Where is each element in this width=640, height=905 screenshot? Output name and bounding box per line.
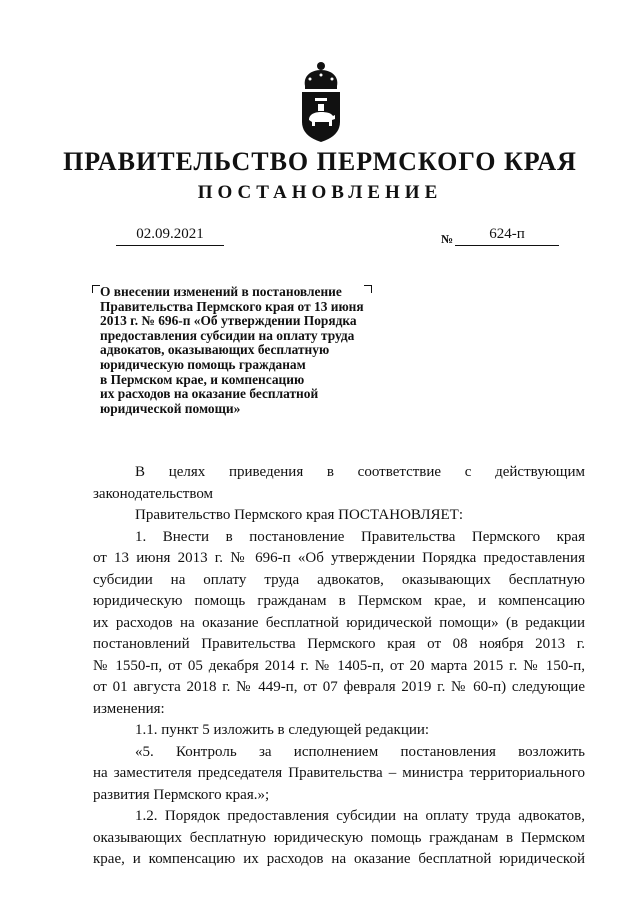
body-line: субсидии на оплату труда адвокатов, оказывающих бесплатную bbox=[93, 571, 585, 588]
body-line: юридическую помощь гражданам в Пермском крае, и компенсацию bbox=[93, 593, 585, 609]
body-line: законодательством bbox=[93, 485, 214, 502]
document-date: 02.09.2021 bbox=[116, 226, 224, 246]
body-line: 1.2. Порядок предоставления субсидии на оплату труда адвокатов, bbox=[135, 808, 585, 824]
body-line: № 1550-п, от 05 декабря 2014 г. № 1405-п, от 20 марта 2015 г. № 150-п, bbox=[93, 657, 585, 674]
title-line: их расходов на оказание бесплатной bbox=[100, 386, 319, 402]
body-line: оказывающих бесплатную юридическую помощь гражданам в Пермском bbox=[93, 829, 585, 846]
body-line: на заместителя председателя Правительства – министра территориального bbox=[93, 765, 585, 781]
document-title bbox=[100, 285, 376, 416]
title-line: юридической помощи» bbox=[100, 400, 241, 416]
document-type: ПОСТАНОВЛЕНИЕ bbox=[197, 182, 443, 203]
body-line: 1. Внести в постановление Правительства Пермского края bbox=[135, 528, 585, 545]
title-line: Правительства Пермского края от 13 июня bbox=[100, 298, 364, 314]
body-line: 1.1. пункт 5 изложить в следующей редакции: bbox=[135, 722, 430, 738]
body-line: В целях приведения в соответствие с действующим bbox=[135, 464, 585, 480]
document-body bbox=[93, 462, 585, 871]
title-line: адвокатов, оказывающих бесплатную bbox=[100, 342, 330, 358]
body-line: развития Пермского края.»; bbox=[93, 786, 270, 803]
title-line: в Пермском крае, и компенсацию bbox=[100, 371, 305, 387]
perm-krai-coat-of-arms-icon bbox=[297, 56, 345, 142]
body-line: от 13 июня 2013 г. № 696-п «Об утверждении Порядка предоставления bbox=[93, 550, 585, 566]
title-corner-left bbox=[92, 285, 100, 293]
body-line: от 01 августа 2018 г. № 449-п, от 07 февраля 2019 г. № 60-п) следующие bbox=[93, 679, 585, 695]
title-line: юридическую помощь гражданам bbox=[100, 356, 306, 372]
government-title: ПРАВИТЕЛЬСТВО ПЕРМСКОГО КРАЯ bbox=[63, 147, 577, 176]
body-line: «5. Контроль за исполнением постановления возложить bbox=[135, 743, 585, 760]
body-line: изменения: bbox=[93, 700, 165, 717]
body-line: Правительство Пермского края ПОСТАНОВЛЯЕТ: bbox=[135, 507, 464, 523]
body-line: их расходов на оказание бесплатной юридической помощи» (в редакции bbox=[93, 614, 585, 631]
number-sign: № bbox=[441, 232, 454, 246]
document-number: 624-п bbox=[455, 226, 559, 246]
title-line: предоставления субсидии на оплату труда bbox=[100, 327, 355, 343]
body-line: крае, и компенсацию их расходов на оказание бесплатной юридической bbox=[93, 851, 585, 867]
body-line: постановлений Правительства Пермского края от 08 ноября 2013 г. bbox=[93, 636, 585, 652]
title-line: О внесении изменений в постановление bbox=[100, 284, 342, 299]
title-line: 2013 г. № 696-п «Об утверждении Порядка bbox=[100, 313, 357, 329]
